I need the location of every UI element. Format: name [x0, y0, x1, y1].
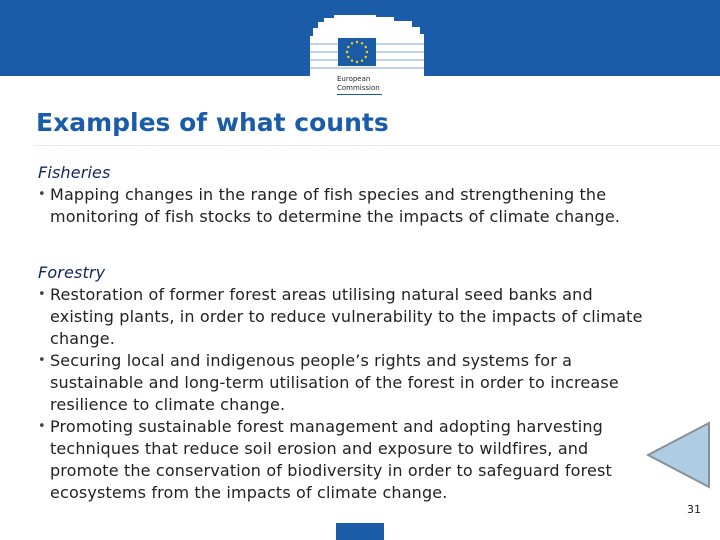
logo-text [337, 75, 380, 93]
section-heading: Fisheries [38, 163, 111, 182]
triangle-left-icon[interactable] [645, 420, 713, 490]
footer-bar [336, 523, 384, 540]
bullet-item: • Promoting sustainable forest management and adopting harvesting techniques that reduce soil erosion and exposure to wildfires, and promote the conservation of biodiversity in order to safeguard forest ecosystems from the impacts of climate change. [38, 416, 660, 504]
title-divider [34, 145, 720, 146]
section-fisheries [38, 162, 660, 228]
bullet-item: • Mapping changes in the range of fish species and strengthening the monitoring of fish stocks to determine the impacts of climate change. [38, 184, 660, 228]
bullet-item: • Restoration of former forest areas utilising natural seed banks and existing plants, in order to reduce vulnerability to the impacts of climate change. [38, 284, 660, 350]
logo-underline [337, 94, 382, 95]
page-number: 31 [687, 503, 701, 516]
bullet-list [38, 184, 660, 228]
logo-line-2: Commission [337, 84, 380, 92]
bullet-list [38, 284, 660, 504]
section-heading: Forestry [38, 263, 106, 282]
bullet-item: • Securing local and indigenous people’s rights and systems for a sustainable and long-term utilisation of the forest in order to increase resilience to climate change. [38, 350, 660, 416]
logo-line-1: European [337, 75, 371, 83]
section-forestry [38, 262, 660, 504]
slide-title: Examples of what counts [36, 108, 389, 137]
